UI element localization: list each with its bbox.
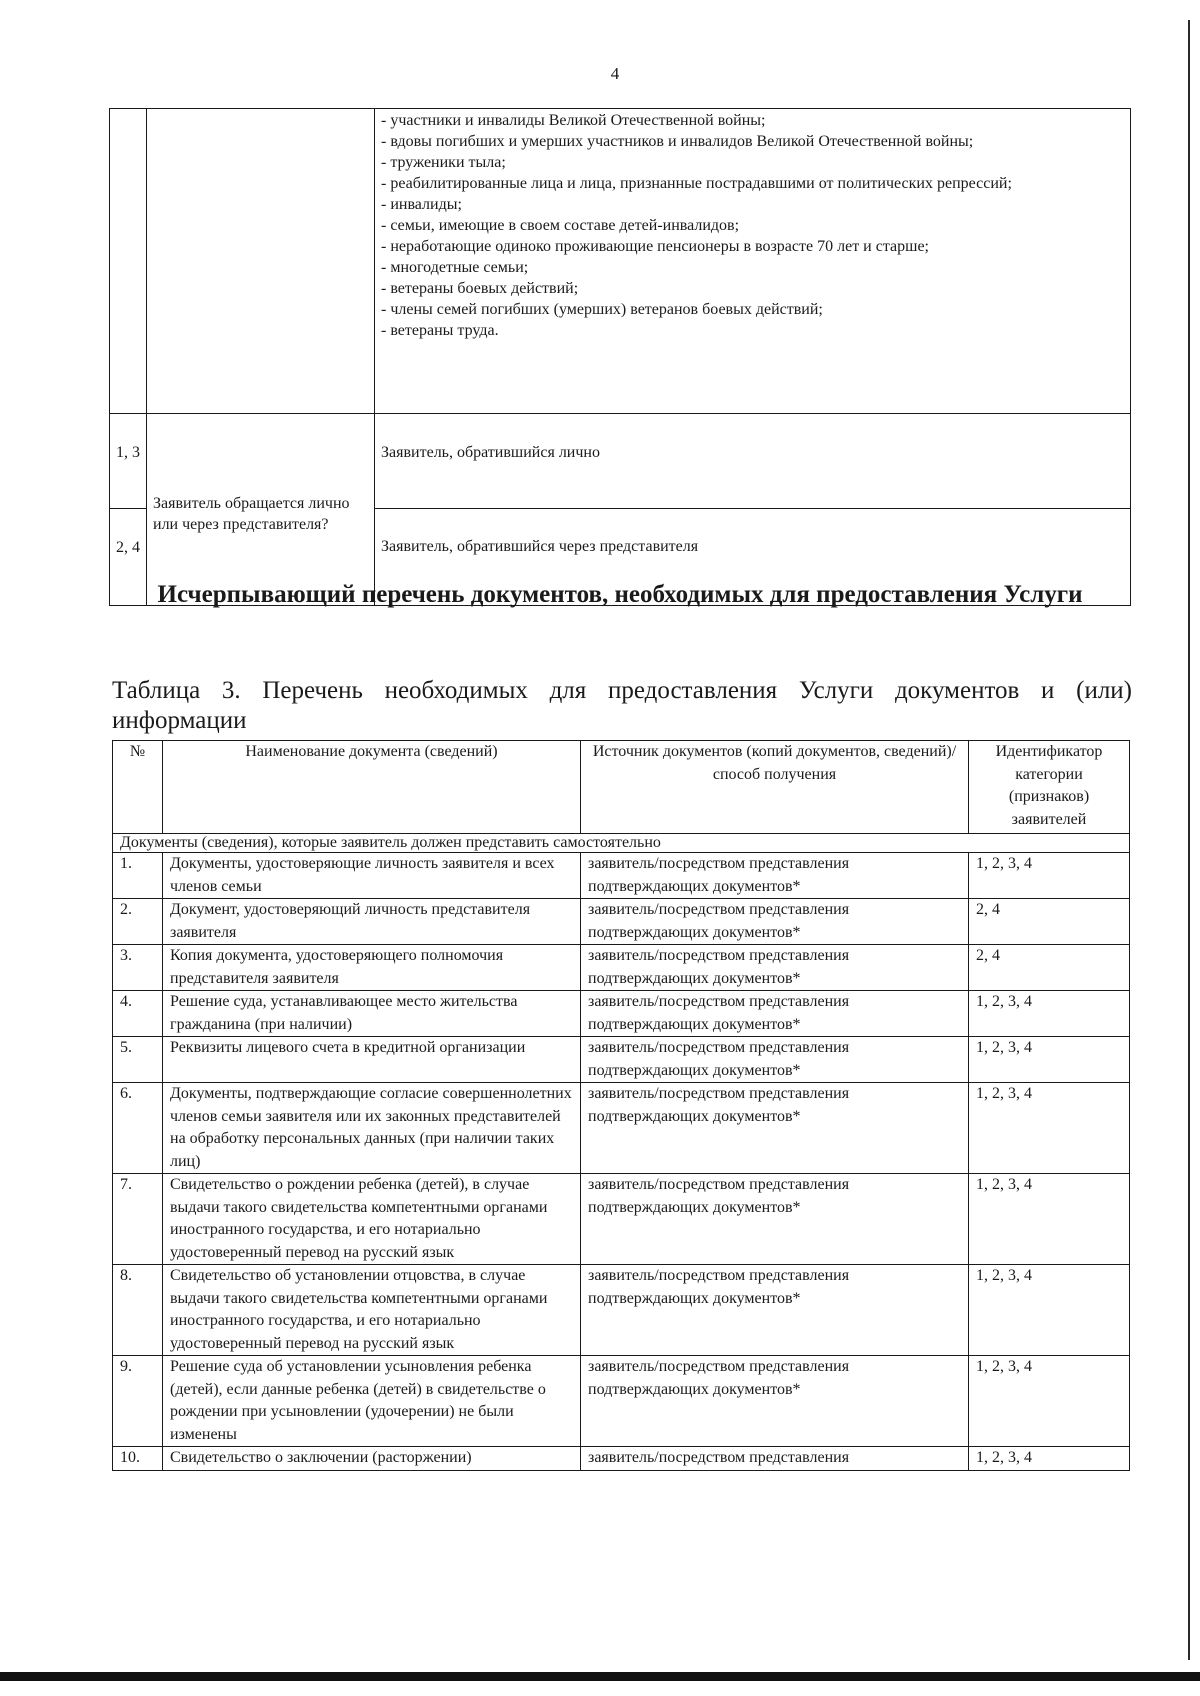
- table-row: [113, 991, 1130, 1037]
- table-row: [113, 1174, 1130, 1265]
- category-item: - члены семей погибших (умерших) ветеранов боевых действий;: [381, 301, 823, 318]
- row-ids: 1, 2, 3, 4: [969, 991, 1130, 1037]
- table-row: [113, 1447, 1130, 1471]
- row-num: 8.: [113, 1265, 163, 1356]
- row-ids: 1, 2, 3, 4: [969, 1356, 1130, 1447]
- row-source: заявитель/посредством представления подтверждающих документов*: [581, 1083, 969, 1174]
- category-item: - ветераны боевых действий;: [381, 280, 579, 297]
- row-source: заявитель/посредством представления подтверждающих документов*: [581, 899, 969, 945]
- category-item: - неработающие одиноко проживающие пенсионеры в возрасте 70 лет и старше;: [381, 238, 929, 255]
- category-item: - многодетные семьи;: [381, 259, 529, 276]
- category-item: - труженики тыла;: [381, 154, 506, 171]
- row-name: Свидетельство о заключении (расторжении): [163, 1447, 581, 1471]
- row-name: Решение суда, устанавливающее место жительства гражданина (при наличии): [163, 991, 581, 1037]
- row-num: 10.: [113, 1447, 163, 1471]
- question-cell: Заявитель обращается лично или через представителя?: [147, 414, 375, 606]
- row-source: заявитель/посредством представления подтверждающих документов*: [581, 1356, 969, 1447]
- row-num: 5.: [113, 1037, 163, 1083]
- row-source: заявитель/посредством представления подтверждающих документов*: [581, 1037, 969, 1083]
- row-num: 9.: [113, 1356, 163, 1447]
- header-source: Источник документов (копий документов, сведений)/способ получения: [581, 741, 969, 834]
- row-name: Реквизиты лицевого счета в кредитной организации: [163, 1037, 581, 1083]
- row-source: заявитель/посредством представления подтверждающих документов*: [581, 991, 969, 1037]
- row-num: 7.: [113, 1174, 163, 1265]
- category-list: [381, 110, 1124, 341]
- row-source: заявитель/посредством представления: [581, 1447, 969, 1471]
- row-ids: 1, 2, 3, 4: [969, 1083, 1130, 1174]
- table-row: [113, 899, 1130, 945]
- table-row: [113, 1037, 1130, 1083]
- row-num: 6.: [113, 1083, 163, 1174]
- group-label: Документы (сведения), которые заявитель должен представить самостоятельно: [113, 834, 1130, 853]
- row-name: Документ, удостоверяющий личность представителя заявителя: [163, 899, 581, 945]
- empty-cell: [147, 109, 375, 414]
- row-ids: 1, 2, 3, 4: [969, 853, 1130, 899]
- section-heading: Исчерпывающий перечень документов, необходимых для предоставления Услуги: [157, 581, 1083, 608]
- row-source: заявитель/посредством представления подтверждающих документов*: [581, 945, 969, 991]
- answer-nums: 1, 3: [110, 414, 147, 509]
- row-num: 2.: [113, 899, 163, 945]
- row-ids: 2, 4: [969, 899, 1130, 945]
- categories-cell: [375, 109, 1131, 414]
- row-ids: 1, 2, 3, 4: [969, 1174, 1130, 1265]
- header-row: [113, 741, 1130, 834]
- row-source: заявитель/посредством представления подтверждающих документов*: [581, 1265, 969, 1356]
- answer-nums: 2, 4: [110, 509, 147, 606]
- row-source: заявитель/посредством представления подтверждающих документов*: [581, 853, 969, 899]
- row-ids: 1, 2, 3, 4: [969, 1265, 1130, 1356]
- category-item: - семьи, имеющие в своем составе детей-инвалидов;: [381, 217, 740, 234]
- page-number: 4: [610, 64, 620, 83]
- row-name: Документы, удостоверяющие личность заявителя и всех членов семьи: [163, 853, 581, 899]
- row-name: Свидетельство об установлении отцовства, в случае выдачи такого свидетельства компетентными органами иностранного государства, и его нотариально удостоверенный перевод на русский язык: [163, 1265, 581, 1356]
- answer-text: Заявитель, обратившийся через представителя: [375, 509, 1131, 606]
- category-item: - инвалиды;: [381, 196, 462, 213]
- row-num: 4.: [113, 991, 163, 1037]
- categories-row: [110, 109, 1131, 414]
- table-row: [113, 1356, 1130, 1447]
- header-id: Идентификатор категории (признаков) заявителей: [969, 741, 1130, 834]
- empty-cell: [110, 109, 147, 414]
- category-item: - вдовы погибших и умерших участников и инвалидов Великой Отечественной войны;: [381, 133, 974, 150]
- row-name: Копия документа, удостоверяющего полномочия представителя заявителя: [163, 945, 581, 991]
- group-row: [113, 834, 1130, 853]
- row-name: Решение суда об установлении усыновления ребенка (детей), если данные ребенка (детей) в свидетельстве о рождении при усыновлении (удочерении) не были изменены: [163, 1356, 581, 1447]
- row-source: заявитель/посредством представления подтверждающих документов*: [581, 1174, 969, 1265]
- table-row: [113, 945, 1130, 991]
- row-name: Свидетельство о рождении ребенка (детей), в случае выдачи такого свидетельства компетентными органами иностранного государства, и его нотариально удостоверенный перевод на русский язык: [163, 1174, 581, 1265]
- row-name: Документы, подтверждающие согласие совершеннолетних членов семьи заявителя или их законных представителей на обработку персональных данных (при наличии таких лиц): [163, 1083, 581, 1174]
- table-row: [113, 1265, 1130, 1356]
- row-ids: 1, 2, 3, 4: [969, 1447, 1130, 1471]
- answer-row: [110, 414, 1131, 509]
- header-name: Наименование документа (сведений): [163, 741, 581, 834]
- table-caption: Таблица 3. Перечень необходимых для предоставления Услуги документов и (или) информации: [112, 677, 1132, 734]
- scan-edge-right: [1188, 20, 1190, 1660]
- header-num: №: [113, 741, 163, 834]
- row-num: 1.: [113, 853, 163, 899]
- category-item: - ветераны труда.: [381, 322, 499, 339]
- row-ids: 2, 4: [969, 945, 1130, 991]
- table-row: [113, 853, 1130, 899]
- category-item: - участники и инвалиды Великой Отечественной войны;: [381, 112, 766, 129]
- category-item: - реабилитированные лица и лица, признанные пострадавшими от политических репрессий;: [381, 175, 1012, 192]
- table-row: [113, 1083, 1130, 1174]
- categories-table: [109, 108, 1131, 606]
- answer-text: Заявитель, обратившийся лично: [375, 414, 1131, 509]
- row-num: 3.: [113, 945, 163, 991]
- documents-table: [112, 740, 1130, 1471]
- scan-edge-bottom: [0, 1672, 1200, 1681]
- row-ids: 1, 2, 3, 4: [969, 1037, 1130, 1083]
